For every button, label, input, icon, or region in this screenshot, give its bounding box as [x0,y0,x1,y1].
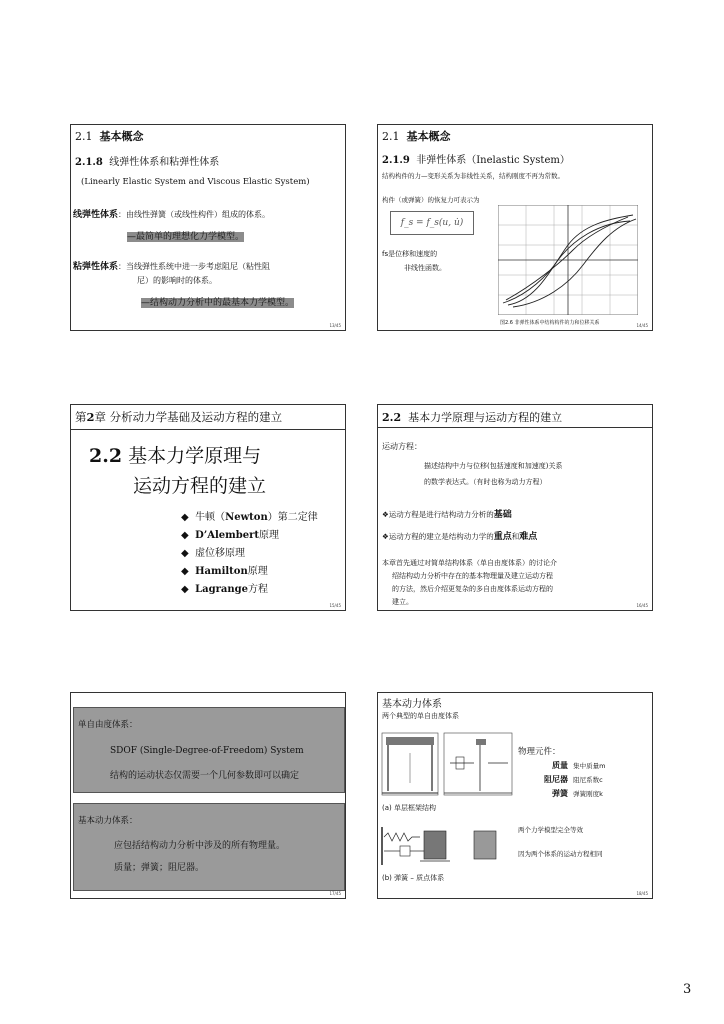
slide-inelastic [377,124,653,331]
slide2-note1: fs是位移和速度的 [382,250,438,258]
principles-list [181,509,318,599]
slide1-item2-line2: 尼）的影响时的体系。 [137,276,217,285]
hysteresis-figure [498,205,638,315]
page-number: 3 [683,982,692,997]
sdof-definition: 结构的运动状态仅需要一个几何参数即可以确定 [110,771,300,781]
slide4-desc2: 的数学表达式。（有时也称为动力方程） [424,478,547,486]
paragraph-line: 本章首先通过对简单结构体系（单自由度体系）的讨论介 [382,559,557,567]
frame-structure-figure [380,723,514,801]
slide2-note2: 非线性函数。 [404,264,446,272]
figure-caption: 图2.6 非弹性体系中结构构件的力和位移关系 [500,320,600,326]
slide-page-number: 13/45 [329,323,341,328]
caption-b: (b) 弹簧 – 质点体系 [382,874,445,882]
slide1-title: 2.1 基本概念 [75,130,144,143]
principle-item: ◆ 牛顿（Newton）第二定律 [181,512,318,523]
physical-elements-list [528,759,605,801]
slide4-label: 运动方程： [382,442,422,451]
slide1-item1: 线弹性体系：由线性弹簧（或线性构件）组成的体系。 [73,210,271,220]
slide-page-number: 16/45 [636,603,648,608]
physical-elements-title: 物理元件： [518,747,561,757]
slide-equation-of-motion [377,404,653,611]
restoring-force-formula: f_s = f_s(u, u̇) [390,211,474,235]
slide2-line1: 结构构件的力—变形关系为非线性关系，结构刚度不再为常数。 [382,172,564,180]
slide1-item2-note: —结构动力分析中的最基本力学模型。 [141,298,295,308]
slide3-header: 第2章 分析动力学基础及运动方程的建立 [75,410,283,424]
slide-basic-dynamic-system [377,692,653,899]
equivalence-note: 两个力学模型完全等效 [518,826,583,834]
slide1-item1-note: —最简单的理想化力学模型。 [127,232,245,242]
slide-sdof [70,692,346,899]
basic-system-line2: 质量；弹簧；阻尼器。 [114,863,205,873]
principle-item: ◆ 虚位移原理 [181,548,246,559]
slide-linear-elastic [70,124,346,331]
slide4-point2: ❖运动方程的建立是结构动力学的重点和难点 [382,532,538,542]
slide-page-number: 18/45 [636,891,648,896]
basic-system-box [73,803,345,891]
slide2-line2: 构件（或弹簧）的恢复力可表示为 [382,196,480,204]
equivalence-reason: 因为两个体系的运动方程相同 [518,850,603,858]
slide4-title: 2.2 基本力学原理与运动方程的建立 [382,411,563,424]
element-row: 阻尼器 阻尼系数c [544,775,603,784]
basic-system-line1: 应包括结构动力分析中涉及的所有物理量。 [114,841,286,851]
principle-item: ◆ Lagrange方程 [181,584,268,595]
principle-item: ◆ Hamilton原理 [181,566,268,577]
element-row: 弹簧 弹簧刚度k [552,789,603,798]
slide6-subtitle: 两个典型的单自由度体系 [382,712,459,720]
slide3-big-title-2: 运动方程的建立 [133,475,267,497]
slide3-big-title: 2.2 基本力学原理与 [89,445,262,467]
sdof-box [73,707,345,793]
slide1-item2: 粘弹性体系：当线弹性系统中进一步考虑阻尼（粘性阻 [73,262,271,272]
slide2-title: 2.1 基本概念 [382,130,451,143]
slide-page-number: 15/45 [329,603,341,608]
slide1-section: 2.1.8 线弹性体系和粘弹性体系 [75,157,220,168]
slide2-section: 2.1.9 非弹性体系（Inelastic System） [382,155,570,166]
slide-page-number: 17/45 [329,891,341,896]
slide4-point1: ❖运动方程是进行结构动力分析的基础 [382,510,512,520]
slide-page-number: 14/45 [636,323,648,328]
paragraph-line: 绍结构动力分析中存在的基本物理量及建立运动方程 [392,572,553,580]
basic-system-title: 基本动力体系： [78,816,138,826]
slide6-title: 基本动力体系 [382,699,442,710]
sdof-title: 单自由度体系： [78,720,138,730]
slide4-paragraph [382,557,557,609]
caption-a: (a) 单层框架结构 [382,804,436,812]
paragraph-line: 的方法，然后介绍更复杂的多自由度体系运动方程的 [392,585,553,593]
principle-item: ◆ D’Alembert原理 [181,530,279,541]
slide4-desc1: 描述结构中力与位移(包括速度和加速度)关系 [424,462,563,470]
slide-chapter-2-2 [70,404,346,611]
spring-mass-figure [380,823,514,869]
element-row: 质量 集中质量m [552,761,606,770]
sdof-english: SDOF (Single-Degree-of-Freedom) System [110,746,304,756]
paragraph-line: 建立。 [392,598,413,606]
slide1-english: (Linearly Elastic System and Viscous Elastic System) [81,177,310,187]
